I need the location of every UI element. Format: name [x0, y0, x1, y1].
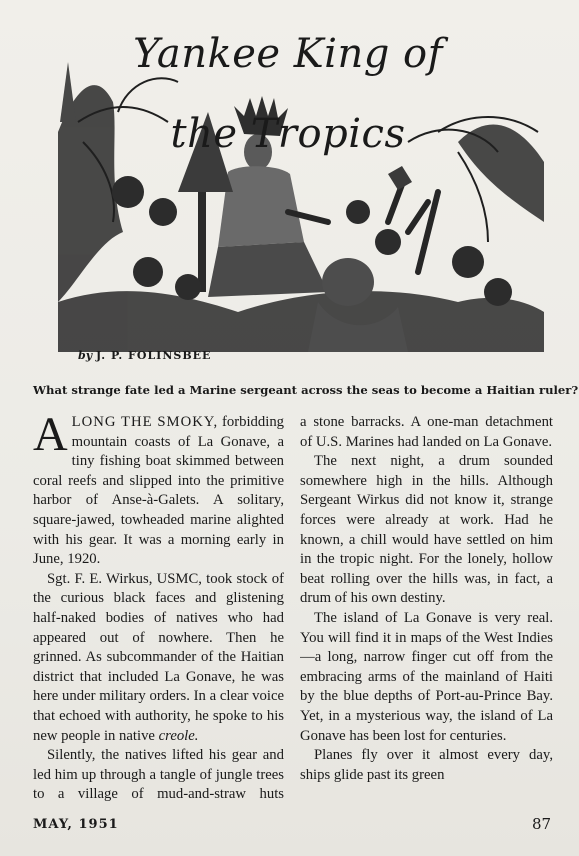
article-title: Yankee King of the Tropics: [133, 31, 443, 157]
issue-date: MAY, 1951: [33, 817, 119, 832]
paragraph-continued: a stone barracks. A one-man detachment of U.S. Marines had landed on La Gonave.: [300, 414, 553, 450]
page-number: 87: [532, 815, 552, 833]
article-deck: What strange fate led a Marine sergeant across the seas to become a Haitian ruler?: [33, 383, 579, 397]
paragraph: Silently, the natives lifted his gear and led him up through a tangle of jungle trees to a village of mud-and-straw huts: [33, 747, 284, 803]
italic-word: creole.: [158, 727, 199, 744]
author-name: J. P. FOLINSBEE: [95, 349, 212, 362]
lead-text: forbidding mountain coasts of La Gonave, a tiny fishing boat skimmed between coral reefs and slipped into the primitive harbor of Anse-à-Galets. A solitary, square-jawed, towheaded marine alighted with his gear. It was a morning early in June, 1920.: [33, 414, 284, 568]
text-column-right: [300, 413, 553, 803]
paragraph-text: Sgt. F. E. Wirkus, USMC, took stock of the curious black faces and glistening half-naked bodies of natives who had appeared out of nowhere. Then he grinned. As subcommander of the Haitian district that included La Gonave, he was here under military orders. In a clear voice that echoed with authority, he spoke to his new people in native: [33, 570, 284, 744]
paragraph: [33, 570, 284, 746]
lead-small-caps: LONG THE SMOKY,: [71, 414, 219, 430]
paragraph: Planes fly over it almost every day, ships glide past its green: [300, 747, 553, 783]
text-column-left: [33, 413, 284, 803]
lead-paragraph: [33, 413, 284, 570]
paragraph: The next night, a drum sounded somewhere high in the hills. Although Sergeant Wirkus did not know it, strange forces were already at work. Had he known, a chill would have settled on him in the tropic night. For the lonely, hollow beat rolling over the hills was, in fact, a drum of his own destiny.: [300, 453, 553, 607]
paragraph: The island of La Gonave is very real. You will find it in maps of the West Indies—a long, narrow finger cut off from the embracing arms of the mainland of Haiti by the blue depths of Port-au-Prince Bay. Yet, in a mysterious way, the island of La Gonave has been lost for centuries.: [300, 609, 553, 744]
drop-cap: A: [33, 413, 68, 461]
byline: [78, 349, 211, 362]
byline-prefix: by: [78, 349, 93, 362]
